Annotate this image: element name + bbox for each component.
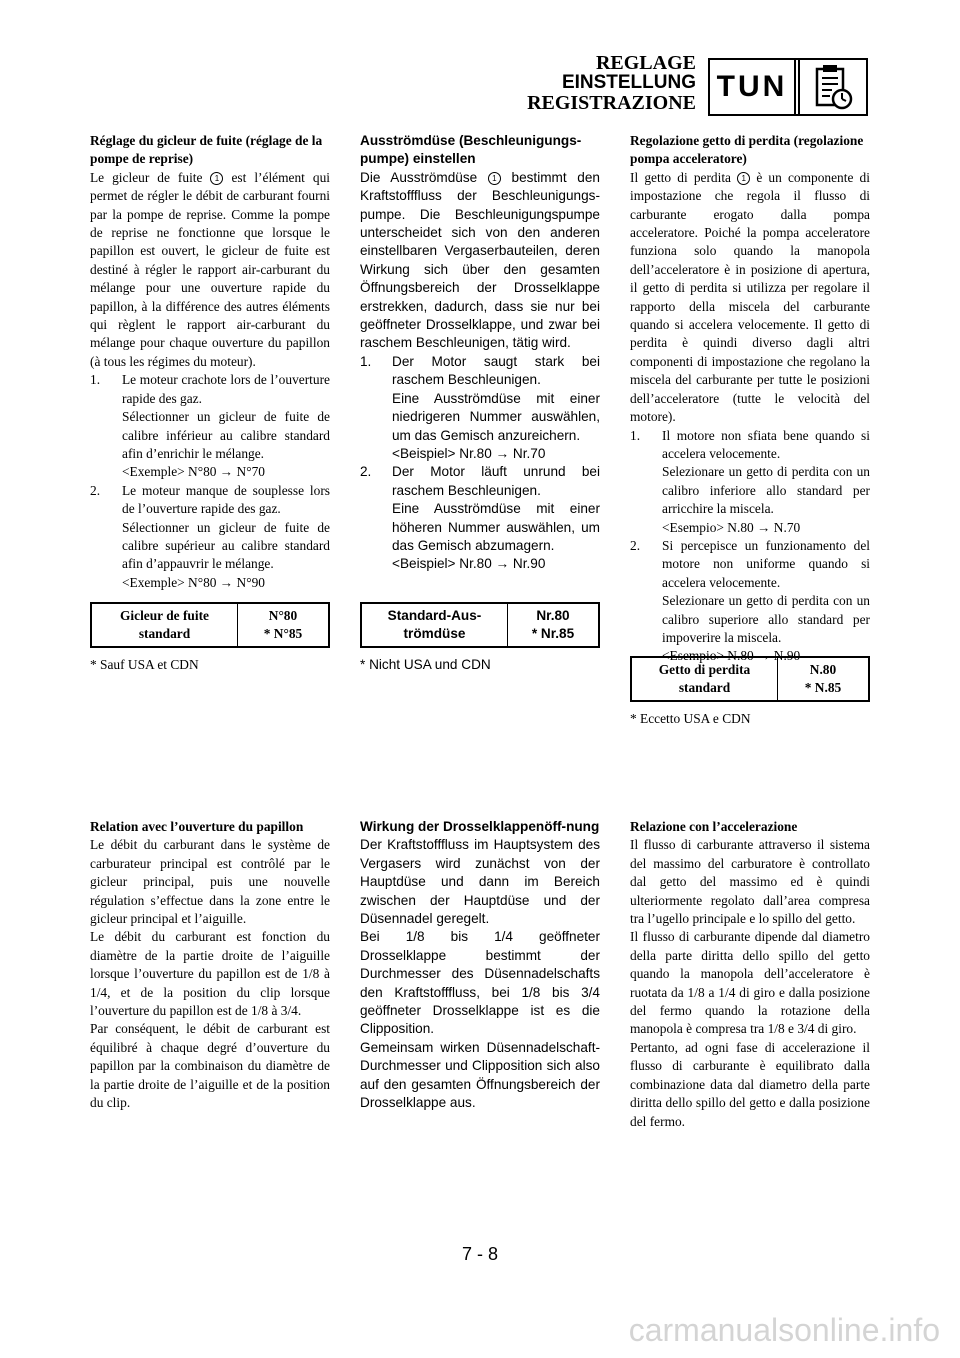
fr-item1-example: <Exemple> N°80 → N°70: [122, 464, 265, 480]
de-spec-table: [360, 602, 600, 648]
column-german: [360, 132, 600, 574]
fr-spec-value: N°80: [268, 607, 298, 623]
it-throttle-section: [630, 818, 870, 1131]
de-throttle-heading: Wirkung der Drosselklappenöff-nung: [360, 819, 600, 834]
fr-list-item-1: 1. Le moteur crachote lors de l’ouverture rapide des gaz.: [90, 372, 330, 406]
fr-intro-paragraph: Le gicleur de fuite 1 est l’élément qui permet de régler le débit de carburant fourni par la pompe de reprise. Comme la pompe de reprise ne fonctionne que lorsque le papillon est ouvert, le gicleur de fuite est destiné à régler le rapport air-carburant du mélange pour une ouverture rapide du papillon, à la différence des autres éléments qui règlent le rapport air-carburant du mélange pour chaque ouverture du papillon (à tous les régimes du moteur).: [90, 169, 330, 369]
fr-throttle-section: [90, 818, 330, 1113]
de-item2-example: <Beispiel> Nr.80 → Nr.90: [392, 556, 546, 572]
it-item2-example: <Esempio> N.80 → N.90: [662, 648, 801, 664]
de-item2-instruction: Eine Ausströmdüse mit einer höheren Nummer auswählen, um das Gemisch abzumagern.: [392, 501, 600, 553]
de-section-heading: Ausströmdüse (Beschleunigungs-pumpe) einstellen: [360, 133, 582, 167]
section-code: TUN: [716, 70, 788, 103]
de-footnote: * Nicht USA und CDN: [360, 657, 491, 672]
de-spec-label-2: trömdüse: [403, 626, 466, 641]
callout-marker-icon: 1: [488, 172, 501, 185]
section-badge: [708, 58, 868, 116]
it-spec-label-1: Getto di perdita: [658, 661, 751, 677]
fr-spec-label-2: standard: [138, 626, 191, 641]
callout-marker-icon: 1: [210, 172, 223, 185]
header-title-de: EINSTELLUNG: [561, 72, 696, 93]
fr-spec-table: [90, 602, 330, 648]
it-throttle-heading: Relazione con l’accelerazione: [630, 819, 798, 834]
de-list-item-1: 1. Der Motor saugt stark bei raschem Beschleunigen.: [360, 353, 600, 388]
header-title-fr: REGLAGE: [595, 52, 696, 74]
de-throttle-section: [360, 818, 600, 1113]
it-spec-label-2: standard: [678, 680, 731, 695]
it-item1-example: <Esempio> N.80 → N.70: [662, 519, 801, 535]
watermark: carmanualsonline.info: [628, 1312, 940, 1348]
it-section-heading: Regolazione getto di perdita (regolazione pompa acceleratore): [630, 133, 864, 167]
de-item1-example: <Beispiel> Nr.80 → Nr.70: [392, 445, 546, 461]
fr-item1-instruction: Sélectionner un gicleur de fuite de calibre inférieur au calibre standard afin d’enrichir le mélange.: [122, 409, 330, 461]
tuning-clipboard-icon: [800, 60, 864, 114]
fr-spec-label-1: Gicleur de fuite: [119, 607, 209, 623]
it-spec-value: N.80: [809, 661, 837, 677]
fr-section-heading: Réglage du gicleur de fuite (réglage de la pompe de reprise): [90, 133, 323, 167]
fr-throttle-paragraph-2: Le débit du carburant est fonction du diamètre de la partie droite de l’aiguille lorsque l’ouverture du papillon est de 1/8 à 1/4, et de la position du clip lorsque l’ouverture du papillon est de 1/8 à 3/4.: [90, 929, 330, 1019]
de-intro-paragraph: Die Ausströmdüse 1 bestimmt den Kraftstofffluss der Beschleunigungs-pumpe. Die Beschleunigungspumpe unterscheidet sich von den anderen einstellbaren Vergaserbauteilen, deren Wirkung sich über den gesamten Öffnungsbereich der Drosselklappe erstrekken, dadurch, dass sie nur bei geöffneter Drosselklappe, und zwar bei raschem Beschleunigen, tätig wird.: [360, 169, 600, 351]
fr-item2-instruction: Sélectionner un gicleur de fuite de calibre supérieur au calibre standard afin d’appauvrir le mélange.: [122, 519, 330, 572]
it-list-item-1: 1. Il motore non sfiata bene quando si accelera velocemente.: [630, 427, 870, 461]
fr-throttle-paragraph-3: Par conséquent, le débit de carburant est équilibré à chaque degré d’ouverture du papillon par la combinaison du diamètre de la partie droite de l’aiguille et de la position du clip.: [90, 1021, 330, 1111]
it-item1-instruction: Selezionare un getto di perdita con un calibro inferiore allo standard per arricchire la miscela.: [662, 464, 870, 517]
fr-footnote: * Sauf USA et CDN: [90, 657, 199, 672]
it-footnote: * Eccetto USA e CDN: [630, 711, 751, 726]
de-throttle-paragraph-2: Bei 1/8 bis 1/4 geöffneter Drosselklappe bestimmt der Durchmesser des Düsennadelschafts den Kraftstofffluss, bei 1/8 bis 3/4 geöffneter Drosselklappe ist es die Clipposition.: [360, 929, 600, 1037]
header-title-it: REGISTRAZIONE: [527, 92, 696, 114]
it-spec-value-alt: * N.85: [804, 680, 842, 695]
it-item2-instruction: Selezionare un getto di perdita con un calibro superiore allo standard per impoverire la miscela.: [662, 593, 870, 645]
de-spec-label-1: Standard-Aus-: [387, 607, 482, 623]
it-list-item-2: 2. Si percepisce un funzionamento del motore non uniforme quando si accelera velocemente.: [630, 537, 870, 590]
fr-spec-value-alt: * N°85: [263, 626, 303, 641]
de-throttle-paragraph-1: Der Kraftstofffluss im Hauptsystem des Vergasers wird zunächst von der Hauptdüse und dann im Bereich zwischen der Hauptdüse und der Düsennadel geregelt.: [360, 837, 600, 927]
de-spec-value: Nr.80: [536, 607, 570, 623]
fr-list-item-2: 2. Le moteur manque de souplesse lors de l’ouverture rapide des gaz.: [90, 482, 330, 517]
callout-marker-icon: 1: [737, 172, 750, 185]
fr-throttle-paragraph-1: Le débit du carburant dans le système de carburateur principal est contrôlé par le gicleur principal, puis une nouvelle régulation s’effectue dans la zone entre le gicleur principal et l’aiguille.: [90, 837, 330, 927]
it-throttle-paragraph-2: Il flusso di carburante dipende dal diametro della parte diritta dello spillo del getto quando la manopola dell’acceleratore è ruotata da 1/8 a 1/4 di giro e dalla posizione del fermo quando la rotazione della manopola è compresa tra 1/8 e 3/4 di giro.: [630, 929, 870, 1037]
fr-item2-example: <Exemple> N°80 → N°90: [122, 574, 265, 590]
de-item1-instruction: Eine Ausströmdüse mit einer niedrigeren Nummer auswählen, um das Gemisch anzureichern.: [392, 390, 600, 443]
de-list-item-2: 2. Der Motor läuft unrund bei raschem Beschleunigen.: [360, 464, 600, 498]
page-number: 7 - 8: [461, 1244, 499, 1264]
de-throttle-paragraph-3: Gemeinsam wirken Düsennadelschaft-Durchmesser und Clipposition sich also auf den gesamten Öffnungsbereich der Drosselklappe aus.: [360, 1039, 600, 1111]
it-intro-paragraph: Il getto di perdita 1 è un componente di impostazione che regola il flusso di carburante erogato dalla pompa acceleratore. Poiché la pompa acceleratore funziona solo quando la manopola dell’acceleratore è in posizione di apertura, il getto di perdita si utilizza per regolare il rapporto della miscela del carburante quando si accelera velocemente. Il getto di perdita è quindi diverso dagli altri componenti di impostazione che regolano la miscela del carburante per tutte le posizioni dell’acceleratore (tutte le velocità del motore).: [630, 169, 870, 425]
it-throttle-paragraph-3: Pertanto, ad ogni fase di accelerazione il flusso di carburante è equilibrato dalla combinazione data dal diametro della parte diritta dello spillo del getto e dalla posizione del fermo.: [630, 1039, 870, 1129]
de-spec-value-alt: * Nr.85: [531, 626, 575, 641]
it-throttle-paragraph-1: Il flusso di carburante attraverso il sistema del massimo del carburatore è controllato dal getto del massimo ed è quindi ulteriormente regolato dall’area compresa tra l’ugello principale e lo spillo del getto.: [630, 837, 870, 927]
it-spec-table: [630, 656, 870, 702]
column-french: [90, 132, 330, 592]
column-italian: [630, 132, 870, 666]
fr-throttle-heading: Relation avec l’ouverture du papillon: [90, 819, 304, 834]
